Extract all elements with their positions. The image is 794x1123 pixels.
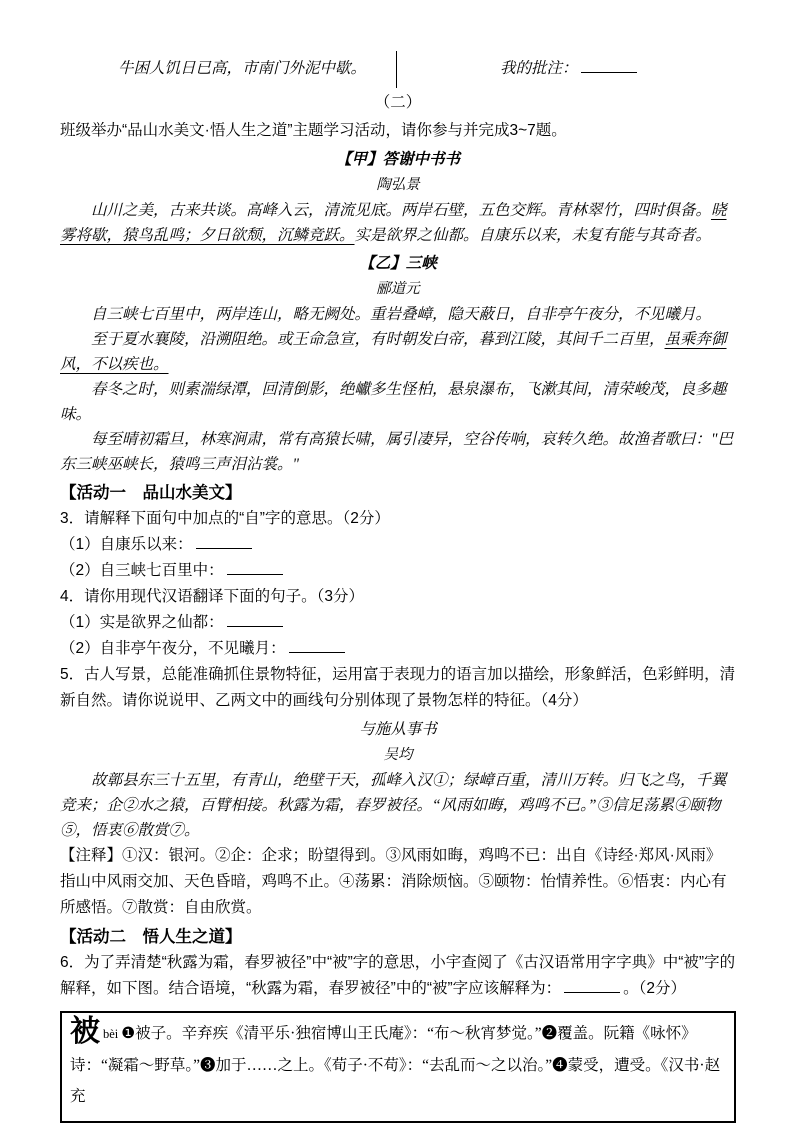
q4-item2-label: （2）自非亭午夜分，不见曦月：: [60, 640, 286, 657]
annotation-blank-line: [581, 58, 637, 74]
dictionary-definition: ❶被子。辛弃疾《清平乐·独宿博山王氏庵》：“布～秋宵梦觉。”❷覆盖。阮籍《咏怀》诗：“凝霜～野草。”❸加于……之上。《荀子·不苟》：“去乱而～之以治。”❹蒙受，遭受。《汉书·赵充: [70, 1025, 721, 1105]
q3-item1-label: （1）自康乐以来：: [60, 536, 193, 553]
dictionary-entry: [70, 1016, 724, 1112]
dictionary-entry-box: [60, 1011, 736, 1123]
jia-para-post: 实是欲界之仙都。自康乐以来，未复有能与其奇者。: [354, 227, 712, 244]
dictionary-headword: 被: [70, 1015, 100, 1048]
question-6-stem: [60, 950, 736, 1002]
q3-item2-blank-line: [227, 560, 283, 576]
text-wu-paragraph: 故鄣县东三十五里，有青山，绝壁干天，孤峰入汉①；绿嶂百重，清川万转。归飞之鸟，千翼竞来；企②水之猿，百臂相接。秋露为霜，春罗被径。“风雨如晦，鸡鸣不已。”③信足荡累④颐物⑤，悟衷⑥散赏⑦。: [60, 772, 727, 839]
question-3-item-1: [60, 532, 736, 558]
text-yi-paragraph-4: 每至晴初霜旦，林寒涧肃，常有高猿长啸，属引凄异，空谷传响，哀转久绝。故渔者歌曰："巴东三峡巫峡长，猿鸣三声泪沾裳。": [60, 431, 734, 473]
text-yi-paragraph-3: 春冬之时，则素湍绿潭，回清倒影，绝巘多生怪柏，悬泉瀑布，飞漱其间，清荣峻茂，良多趣味。: [60, 381, 727, 423]
annotation-label: 我的批注：: [500, 60, 578, 77]
question-4-item-2: [60, 636, 736, 662]
activity2-heading: 【活动二 悟人生之道】: [60, 928, 242, 946]
text-jia-paragraph: [60, 198, 736, 248]
vertical-divider: [396, 51, 397, 88]
q3-item1-blank-line: [196, 534, 252, 550]
question-3-stem: 3．请解释下面句中加点的“自”字的意思。（2分）: [60, 510, 390, 527]
text-yi-title: 【乙】三峡: [359, 255, 437, 272]
text-wu-author: 吴均: [383, 747, 413, 763]
q6-stem-pre: 6．为了弄清楚“秋露为霜，春罗被径”中“被”字的意思，小宇查阅了《古汉语常用字字典》中“被”字的解释，如下图。结合语境，“秋露为霜，春罗被径”中的“被”字应该解释为：: [60, 954, 736, 997]
question-3-item-2: [60, 558, 736, 584]
yi-para2-underlined: 虽乘奔御风，不以疾也。: [60, 331, 727, 373]
yi-para2-pre: 至于夏水襄陵，沿溯阻绝。或王命急宣，有时朝发白帝，暮到江陵，其间千二百里，: [91, 331, 665, 348]
q4-item2-blank-line: [289, 638, 345, 654]
text-wu-title: 与施从事书: [359, 721, 437, 738]
jia-para-underlined: 晓雾将歇，猿鸟乱鸣；夕日欲颓，沉鳞竞跃。: [60, 202, 727, 244]
q3-item2-label: （2）自三峡七百里中：: [60, 562, 224, 579]
activity1-heading: 【活动一 品山水美文】: [60, 484, 242, 502]
q6-blank-line: [564, 978, 620, 994]
dictionary-pinyin: bèi: [103, 1027, 119, 1041]
q6-stem-post: 。（2分）: [623, 980, 687, 997]
q4-item1-blank-line: [227, 612, 283, 628]
notes-paragraph: 【注释】①汉：银河。②企：企求；盼望得到。③风雨如晦，鸡鸣不已：出自《诗经·郑风·风雨》 指山中风雨交加、天色昏暗，鸡鸣不止。④荡累：消除烦恼。⑤颐物：怡情养性。⑥悟衷：内心有所感悟。⑦散赏：自由欣赏。: [60, 847, 727, 916]
q4-item1-label: （1）实是欲界之仙都：: [60, 614, 224, 631]
text-yi-author: 郦道元: [376, 281, 420, 297]
section-number: （二）: [374, 94, 422, 111]
text-yi-paragraph-1: 自三峡七百里中，两岸连山，略无阙处。重岩叠嶂，隐天蔽日，自非亭午夜分，不见曦月。: [91, 306, 712, 323]
jia-para-pre: 山川之美，古来共谈。高峰入云，清流见底。两岸石壁，五色交辉。青林翠竹，四时俱备。: [91, 202, 712, 219]
activity-intro: 班级举办“品山水美文·悟人生之道”主题学习活动，请你参与并完成3~7题。: [60, 122, 567, 139]
question-4-stem: 4．请你用现代汉语翻译下面的句子。（3分）: [60, 588, 364, 605]
text-jia-title: 【甲】答谢中书书: [335, 151, 460, 168]
my-annotation: [500, 56, 640, 82]
question-4-item-1: [60, 610, 736, 636]
text-yi-paragraph-2: [60, 327, 736, 377]
text-jia-author: 陶弘景: [376, 177, 420, 193]
poem-excerpt-line: 牛困人饥日已高，市南门外泥中歇。: [118, 60, 367, 77]
header-row: [60, 56, 736, 86]
question-5-stem: 5．古人写景，总能准确抓住景物特征，运用富于表现力的语言加以描绘，形象鲜活，色彩鲜明，清新自然。请你说说甲、乙两文中的画线句分别体现了景物怎样的特征。（4分）: [60, 666, 736, 709]
